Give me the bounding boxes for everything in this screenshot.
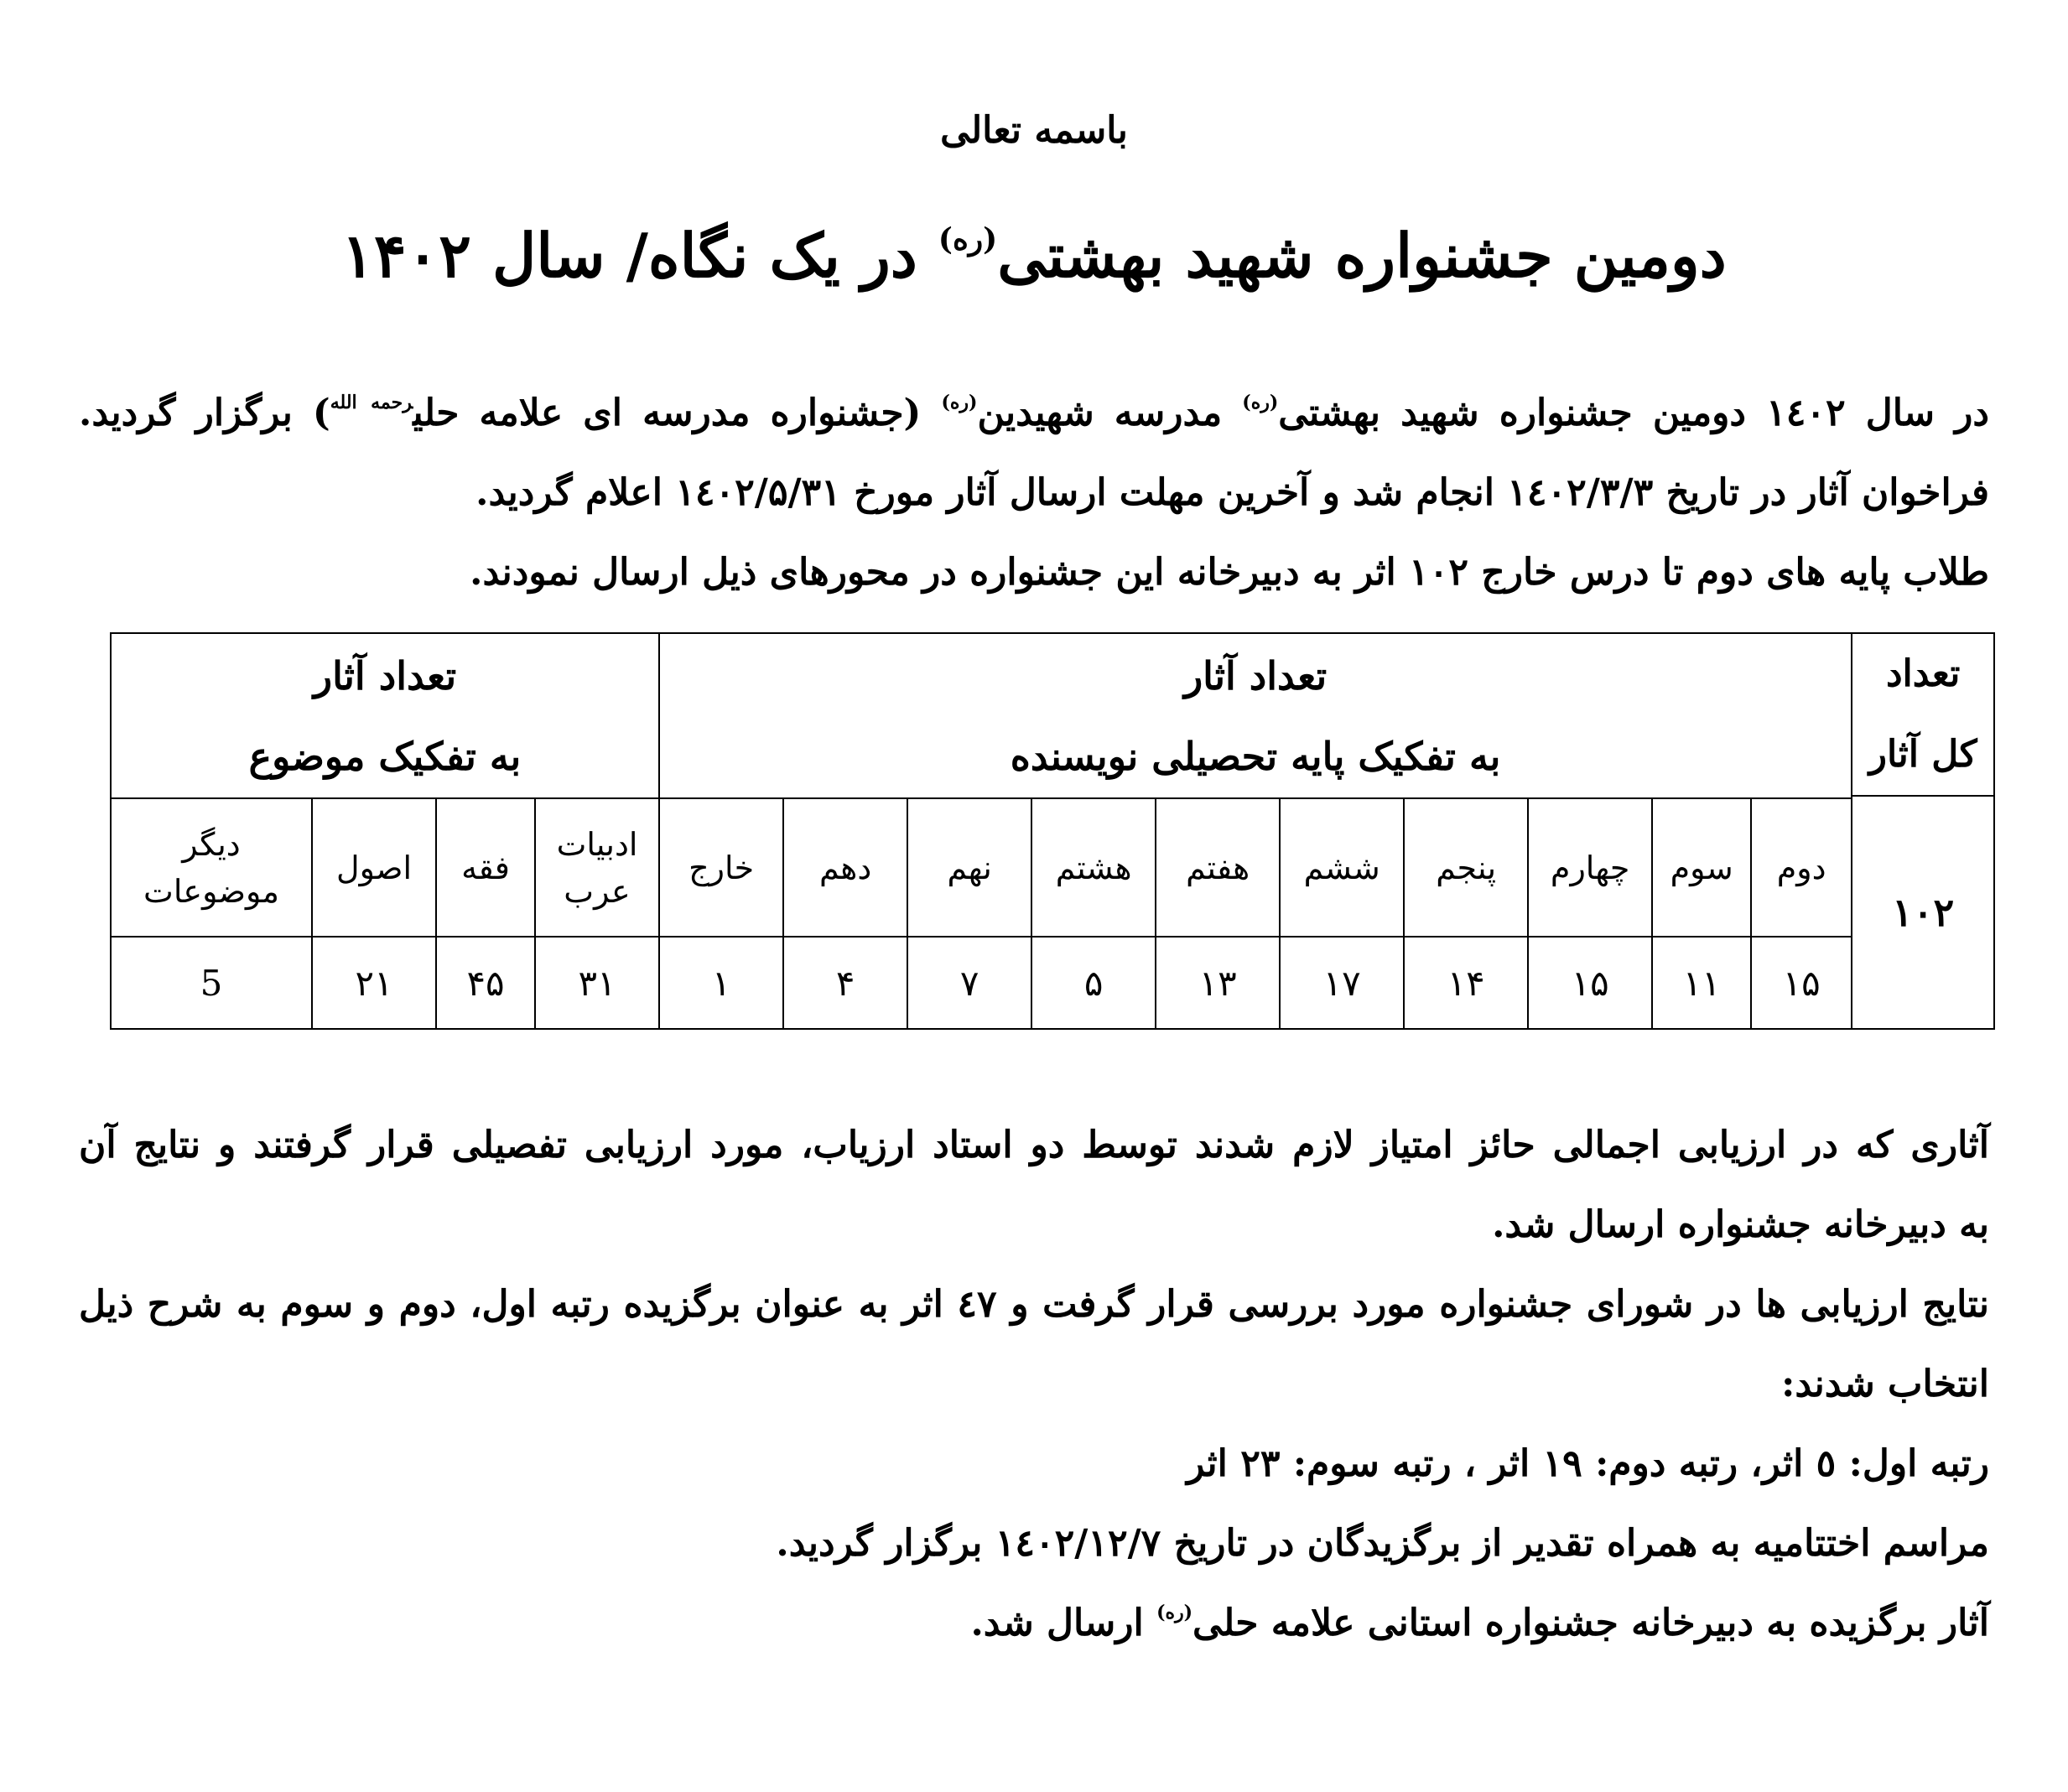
topic-value-cell: 5 [111, 937, 312, 1029]
grade-label-cell: پنجم [1404, 798, 1528, 937]
invocation-heading: باسمه تعالی [940, 109, 1128, 152]
results-paragraph [79, 1105, 1989, 1663]
topic-header-line-2: به تفکیک موضوع [248, 733, 522, 779]
ceremony-line: مراسم اختتامیه به همراه تقدیر از برگزیدگان در تاریخ ۱٤۰۲/۱۲/۷ برگزار گردید. [776, 1522, 1989, 1565]
results-line-4: انتخاب شدند: [1781, 1363, 1989, 1405]
grade-label-cell: خارج [659, 798, 783, 937]
grade-label-cell: ششم [1280, 798, 1404, 937]
grade-value-cell: ۱۷ [1280, 937, 1404, 1029]
title-tail: در یک نگاه/ سال ۱۴۰۲ [341, 220, 938, 291]
title-main: دومین جشنواره شهید بهشتی [997, 220, 1727, 291]
values-row [111, 937, 1994, 1029]
grade-label-cell: هفتم [1156, 798, 1280, 937]
grade-label-cell: دهم [783, 798, 907, 937]
grade-label-cell: هشتم [1031, 798, 1156, 937]
grade-value-cell: ۱۳ [1156, 937, 1280, 1029]
final-line: آثار برگزیده به دبیرخانه جشنواره استانی علامه حلی$^{(ره)}$ ارسال شد. [970, 1602, 1989, 1644]
grade-label-cell: چهارم [1528, 798, 1652, 937]
topic-header-line-1: تعداد آثار [313, 652, 457, 699]
results-line-3: نتایج ارزیابی ها در شورای جشنواره مورد بررسی قرار گرفت و ٤۷ اثر به عنوان برگزیده رتبه اول، دوم و سوم به شرح ذیل [79, 1283, 1989, 1326]
grade-value-cell: ۷ [907, 937, 1031, 1029]
grade-value-cell: ۵ [1031, 937, 1156, 1029]
total-header-line-1: تعداد [1885, 652, 1961, 695]
grade-label-cell: سوم [1652, 798, 1751, 937]
grade-header-line-1: تعداد آثار [1183, 652, 1328, 699]
topic-value-cell: ۲۱ [312, 937, 436, 1029]
intro-line-3: طلاب پایه های دوم تا درس خارج ۱۰۲ اثر به دبیرخانه این جشنواره در محورهای ذیل ارسال نمودند. [470, 551, 1989, 594]
topic-label-cell: فقه [436, 798, 535, 937]
grade-value-cell: ۱۱ [1652, 937, 1751, 1029]
total-column [1852, 633, 1994, 1029]
title-honorific: (ره) [938, 221, 998, 257]
page-title [0, 220, 2068, 291]
topic-label-cell: اصول [312, 798, 436, 937]
grade-value-cell: ۱۵ [1528, 937, 1652, 1029]
total-header-line-2: کل آثار [1868, 733, 1977, 776]
grade-group-header [659, 633, 1852, 798]
topic-group-header [111, 633, 659, 798]
total-header [1852, 634, 1993, 797]
total-value: ۱۰۲ [1892, 890, 1955, 935]
column-labels-row [111, 798, 1994, 937]
results-line-2: به دبیرخانه جشنواره ارسال شد. [1492, 1203, 1989, 1246]
topic-value-cell: ۴۵ [436, 937, 535, 1029]
topic-label-cell: دیگر موضوعات [111, 798, 312, 937]
grade-label-cell: دوم [1751, 798, 1852, 937]
grade-value-cell: ۴ [783, 937, 907, 1029]
topic-label-cell: ادبیات عرب [535, 798, 659, 937]
works-table [110, 632, 1995, 1030]
ranks-line: رتبه اول: ٥ اثر، رتبه دوم: ۱۹ اثر ، رتبه سوم: ۲۳ اثر [1187, 1442, 1989, 1485]
grade-header-line-2: به تفکیک پایه تحصیلی نویسنده [1010, 733, 1501, 779]
topic-value-cell: ۳۱ [535, 937, 659, 1029]
results-line-1: آثاری که در ارزیابی اجمالی حائز امتیاز لازم شدند توسط دو استاد ارزیاب، مورد ارزیابی تفصیلی قرار گرفتند و نتایج آن [79, 1124, 1989, 1166]
grade-value-cell: ۱ [659, 937, 783, 1029]
grade-value-cell: ۱۵ [1751, 937, 1852, 1029]
grade-label-cell: نهم [907, 798, 1031, 937]
intro-line-1: در سال ۱٤۰۲ دومین جشنواره شهید بهشتی$^{(ره)}$ مدرسه شهیدین$^{(ره)}$ (جشنواره مدرسه ای علامه حلی$^{رحمه الله}$) برگزار گردید. [79, 392, 1989, 434]
intro-line-2: فراخوان آثار در تاریخ ۱٤۰۲/۳/۳ انجام شد و آخرین مهلت ارسال آثار مورخ ۱٤۰۲/۵/۳۱ اعلام گردید. [475, 471, 1989, 514]
intro-paragraph [79, 373, 1989, 612]
grade-value-cell: ۱۴ [1404, 937, 1528, 1029]
